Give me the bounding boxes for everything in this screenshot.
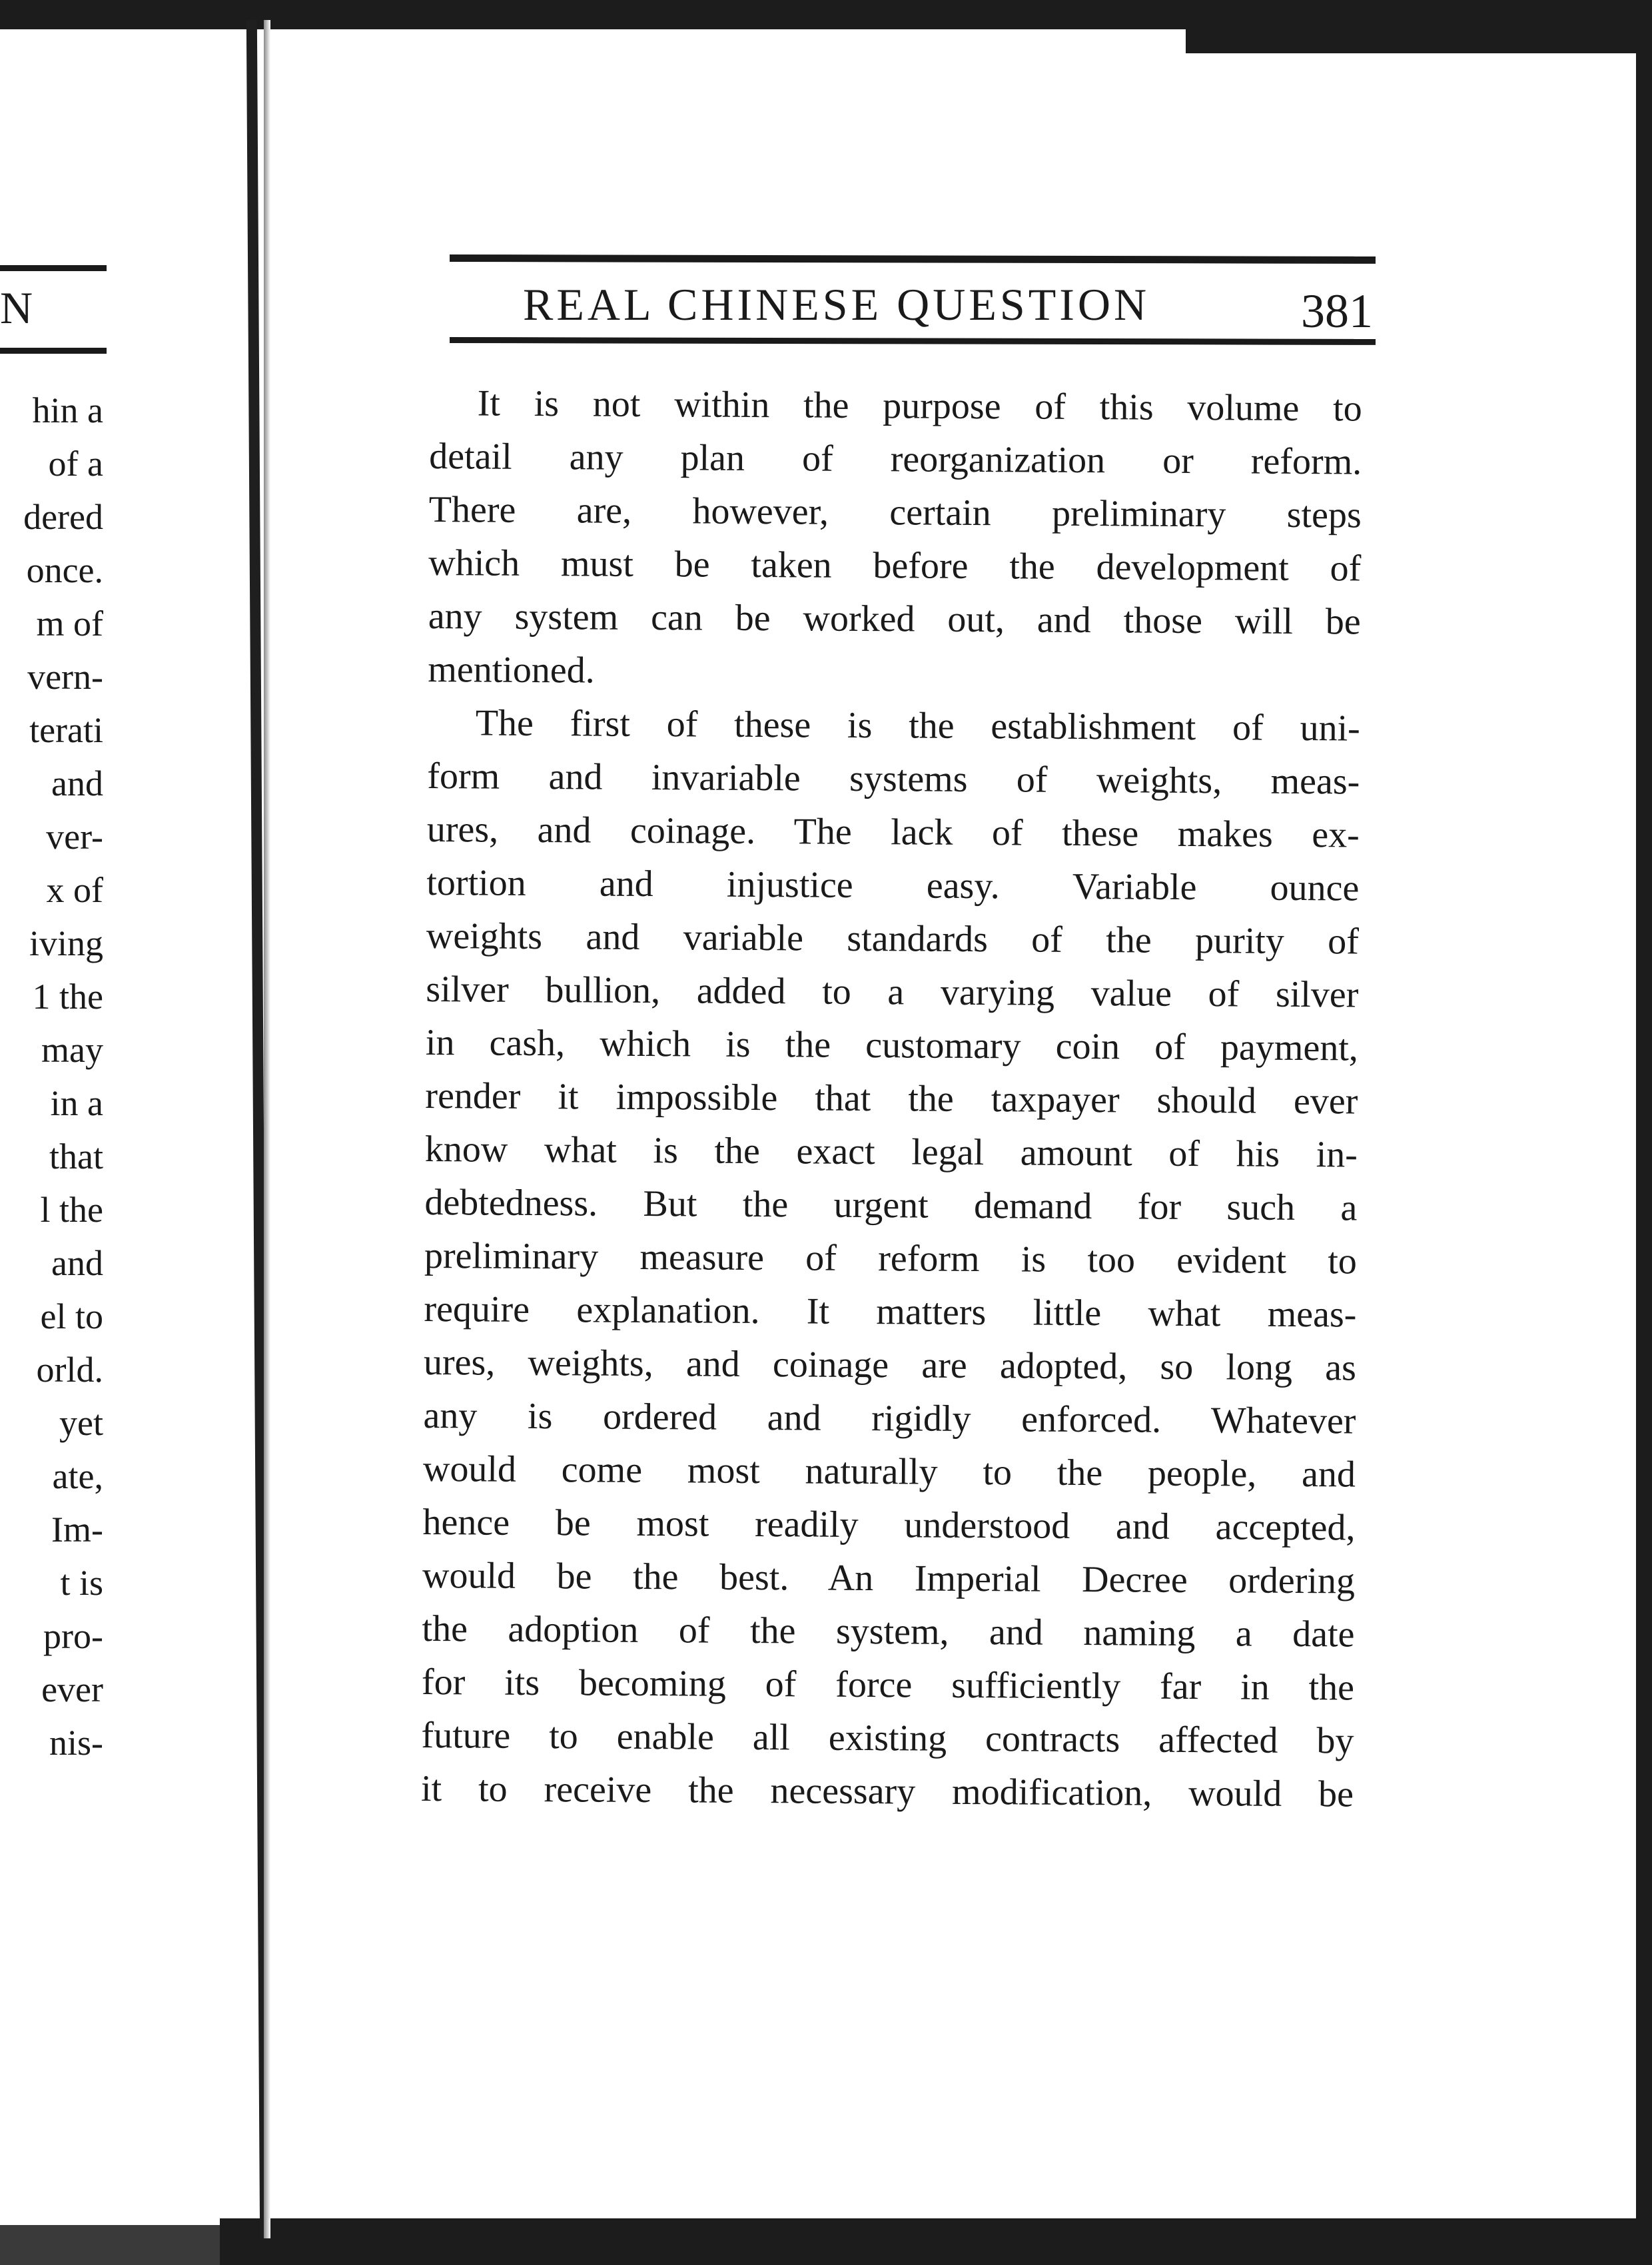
previous-page-line: in a bbox=[50, 1083, 103, 1123]
previous-page-line: pro- bbox=[43, 1616, 103, 1656]
previous-page-line: and bbox=[51, 1243, 103, 1283]
book-gutter-shadow bbox=[264, 20, 270, 2238]
text-line: silver bullion, added to a varying value of silver bbox=[426, 968, 1359, 1016]
previous-page-line: 1 the bbox=[32, 977, 103, 1017]
scan-right-edge bbox=[1636, 0, 1652, 2265]
previous-page-line: once. bbox=[26, 550, 103, 590]
previous-page-line: l the bbox=[40, 1190, 103, 1230]
text-line: any system can be worked out, and those will be bbox=[428, 595, 1361, 643]
text-line: It is not within the purpose of this volume to bbox=[477, 382, 1362, 430]
previous-page-line: m of bbox=[36, 604, 103, 644]
previous-page-line: Im- bbox=[51, 1510, 103, 1550]
previous-page-header-fragment: N bbox=[0, 282, 33, 333]
previous-page-text bbox=[23, 384, 103, 1769]
previous-page-header-rule-bottom bbox=[0, 348, 107, 354]
text-line: in cash, which is the customary coin of payment, bbox=[425, 1021, 1359, 1069]
previous-page-line: hin a bbox=[32, 390, 103, 430]
previous-page-line: may bbox=[41, 1030, 103, 1070]
previous-page-line: el to bbox=[40, 1296, 103, 1336]
previous-page-line: dered bbox=[23, 497, 103, 537]
text-line: the adoption of the system, and naming a date bbox=[422, 1607, 1355, 1655]
text-line: There are, however, certain preliminary steps bbox=[428, 488, 1362, 536]
header-rule-top bbox=[450, 254, 1376, 264]
previous-page-line: t is bbox=[60, 1563, 103, 1603]
previous-page-line: ate, bbox=[52, 1456, 103, 1496]
previous-page-line: vern- bbox=[27, 657, 103, 697]
text-line: any is ordered and rigidly enforced. Whatever bbox=[423, 1394, 1356, 1442]
text-line: know what is the exact legal amount of his in- bbox=[424, 1128, 1358, 1176]
text-line: ures, and coinage. The lack of these makes ex- bbox=[426, 808, 1360, 856]
text-line: require explanation. It matters little what meas- bbox=[424, 1288, 1357, 1336]
previous-page-line: terati bbox=[29, 710, 103, 750]
text-line: tortion and injustice easy. Variable ounce bbox=[426, 861, 1360, 909]
text-line: preliminary measure of reform is too evident to bbox=[424, 1234, 1358, 1282]
previous-page-line: that bbox=[49, 1136, 103, 1176]
page-body-text bbox=[421, 376, 1362, 1821]
text-line: weights and variable standards of the purity of bbox=[426, 915, 1360, 963]
header-rule-bottom bbox=[450, 337, 1376, 345]
text-line: detail any plan of reorganization or reform. bbox=[429, 435, 1362, 483]
text-line: ures, weights, and coinage are adopted, so long as bbox=[423, 1341, 1357, 1389]
text-line: for its becoming of force sufficiently far in the bbox=[421, 1661, 1355, 1709]
previous-page-line: ver- bbox=[46, 817, 103, 857]
running-head: REAL CHINESE QUESTION bbox=[523, 279, 1150, 330]
previous-page-line: nis- bbox=[49, 1723, 103, 1763]
previous-page-line: iving bbox=[29, 923, 103, 963]
text-line: debtedness. But the urgent demand for such a bbox=[424, 1181, 1358, 1229]
previous-page-line: of a bbox=[48, 444, 103, 484]
scan-bottom-edge bbox=[220, 2218, 1652, 2265]
previous-page-fragment bbox=[0, 0, 253, 2265]
previous-page-header-rule-top bbox=[0, 265, 107, 271]
text-line: future to enable all existing contracts affected by bbox=[421, 1714, 1354, 1762]
text-line: form and invariable systems of weights, meas- bbox=[427, 755, 1360, 803]
previous-page-line: x of bbox=[46, 870, 103, 910]
text-line: would come most naturally to the people, and bbox=[422, 1448, 1356, 1496]
text-line: it to receive the necessary modification, would be bbox=[420, 1767, 1354, 1815]
text-line: hence be most readily understood and accepted, bbox=[422, 1501, 1356, 1549]
scan-top-edge-right bbox=[1186, 0, 1652, 53]
previous-page-line: and bbox=[51, 763, 103, 803]
previous-page-line: yet bbox=[59, 1403, 103, 1443]
page-number: 381 bbox=[1301, 284, 1373, 338]
text-line: render it impossible that the taxpayer should ever bbox=[425, 1075, 1358, 1123]
text-line: mentioned. bbox=[428, 648, 595, 691]
previous-page-line: orld. bbox=[36, 1350, 103, 1390]
text-line: which must be taken before the development of bbox=[428, 542, 1362, 590]
previous-page-line: ever bbox=[41, 1669, 103, 1709]
text-line: would be the best. An Imperial Decree ordering bbox=[422, 1554, 1356, 1602]
text-line: The first of these is the establishment of uni- bbox=[475, 702, 1360, 749]
